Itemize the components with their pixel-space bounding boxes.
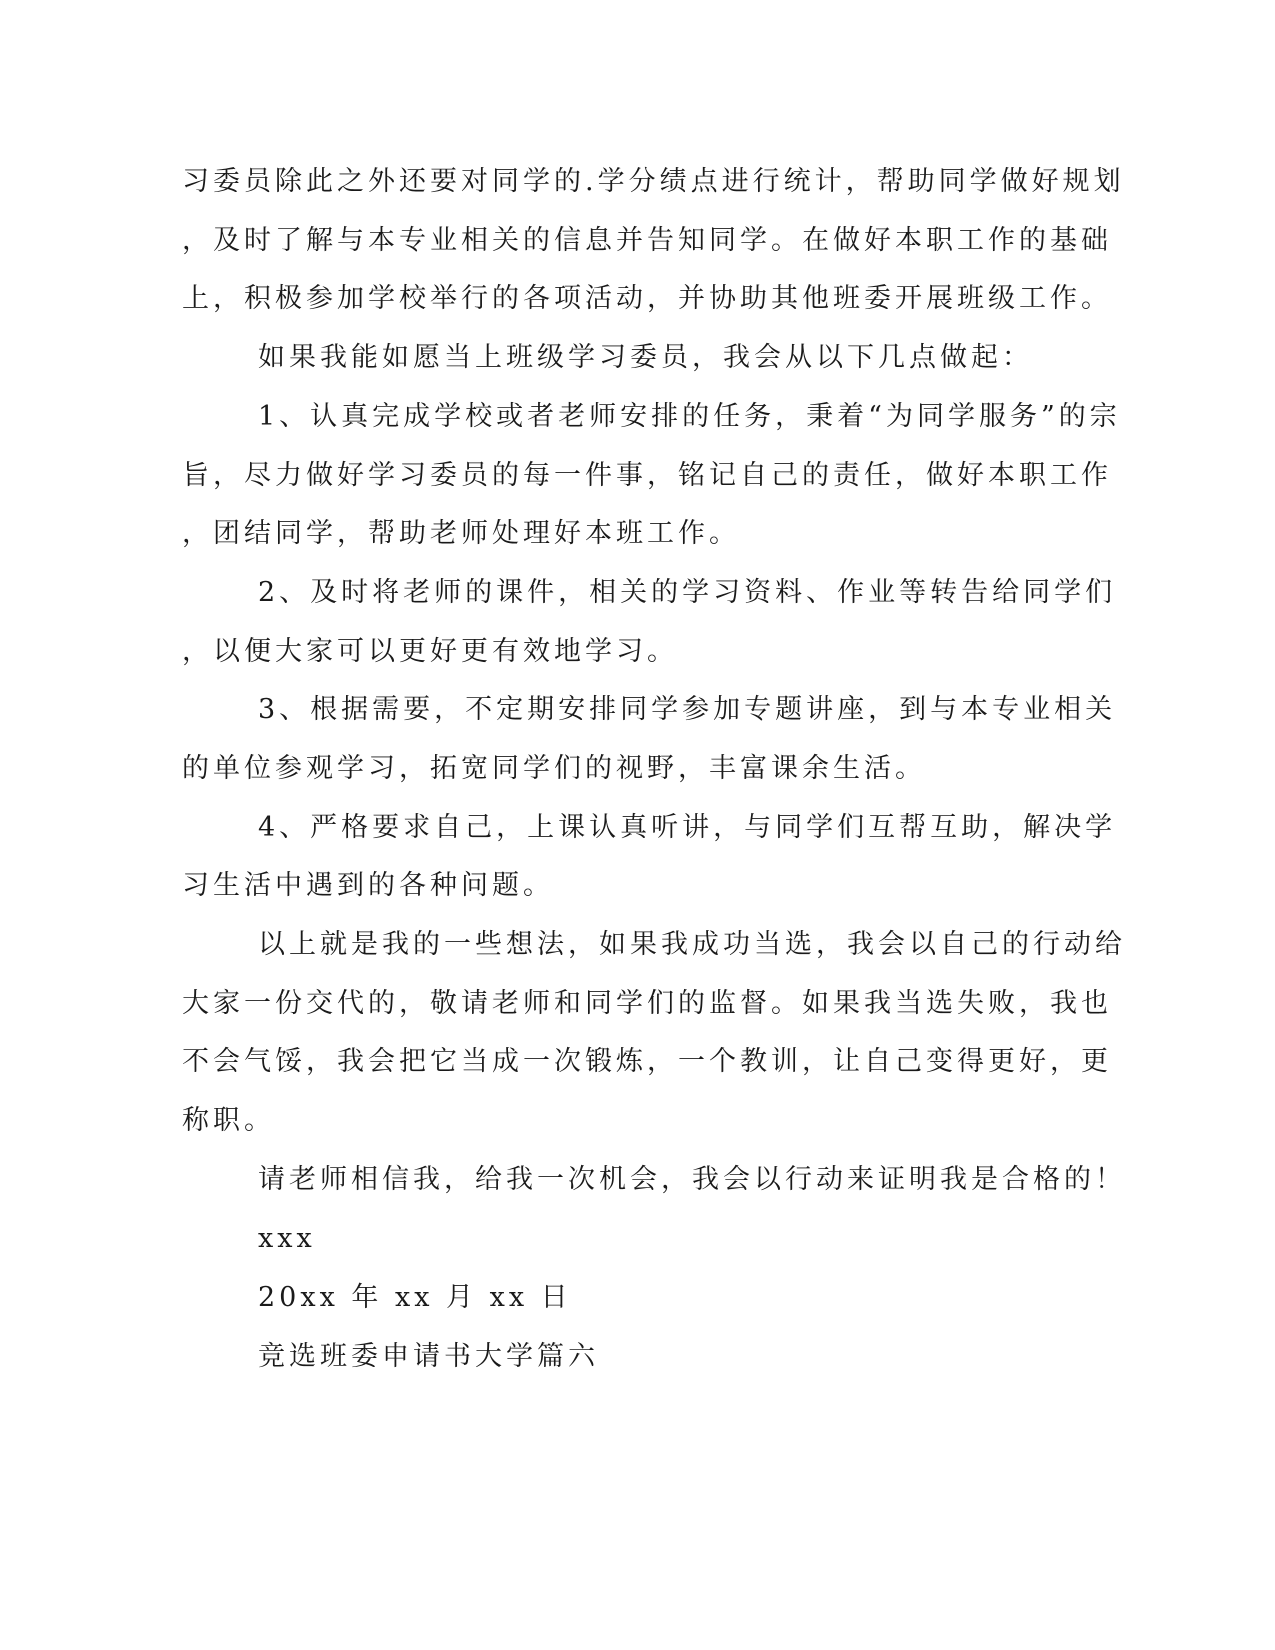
- signature-date: 20xx 年 xx 月 xx 日: [258, 1282, 572, 1313]
- paragraph-line: 称职。: [182, 1105, 275, 1136]
- list-item-line: 习生活中遇到的各种问题。: [182, 870, 554, 901]
- list-item-line: 2、及时将老师的课件，相关的学习资料、作业等转告给同学们: [258, 577, 1117, 608]
- list-item-line: ，以便大家可以更好更有效地学习。: [182, 636, 678, 667]
- paragraph-line: 以上就是我的一些想法，如果我成功当选，我会以自己的行动给: [258, 929, 1126, 960]
- paragraph-line: 习委员除此之外还要对同学的.学分绩点进行统计，帮助同学做好规划: [182, 166, 1125, 197]
- paragraph-line: 大家一份交代的，敬请老师和同学们的监督。如果我当选失败，我也: [182, 988, 1112, 1019]
- list-item-line: 4、严格要求自己，上课认真听讲，与同学们互帮互助，解决学: [258, 812, 1117, 843]
- paragraph-line: 如果我能如愿当上班级学习委员，我会从以下几点做起：: [258, 342, 1033, 373]
- list-item-line: 旨，尽力做好学习委员的每一件事，铭记自己的责任，做好本职工作: [182, 460, 1112, 491]
- list-item-line: 的单位参观学习，拓宽同学们的视野，丰富课余生活。: [182, 753, 926, 784]
- list-item-line: 3、根据需要，不定期安排同学参加专题讲座，到与本专业相关: [258, 694, 1117, 725]
- paragraph-line: ，及时了解与本专业相关的信息并告知同学。在做好本职工作的基础: [182, 225, 1112, 256]
- paragraph-line: 不会气馁，我会把它当成一次锻炼，一个教训，让自己变得更好，更: [182, 1046, 1112, 1077]
- list-item-line: 1、认真完成学校或者老师安排的任务，秉着“为同学服务”的宗: [258, 401, 1121, 432]
- section-heading: 竞选班委申请书大学篇六: [258, 1341, 599, 1372]
- signature-name: xxx: [258, 1223, 316, 1254]
- list-item-line: ，团结同学，帮助老师处理好本班工作。: [182, 518, 740, 549]
- paragraph-line: 上，积极参加学校举行的各项活动，并协助其他班委开展班级工作。: [182, 283, 1112, 314]
- closing-line: 请老师相信我，给我一次机会，我会以行动来证明我是合格的！: [258, 1164, 1126, 1195]
